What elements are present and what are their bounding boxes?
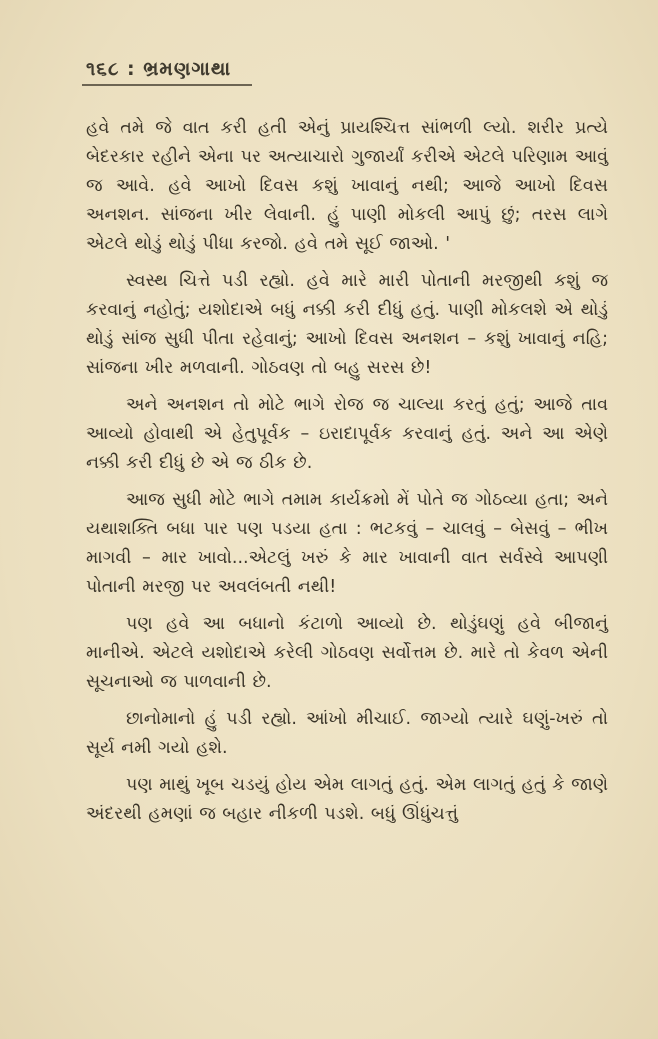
paragraph-6: છાનોમાનો હું પડી રહ્યો. આંખો મીચાઈ. જાગ્યો ત્યારે ઘણું-ખરું તો સૂર્ય નમી ગયો હશે. [86,709,608,758]
paragraph-7: પણ માથું ખૂબ ચડયું હોય એમ લાગતું હતું. એમ લાગતું હતું કે જાણે અંદરથી હમણાં જ બહાર નીકળી પડશે. બધું ઊંધુંચત્તું [86,775,608,824]
paragraph-4: આજ સુધી મોટે ભાગે તમામ કાર્યક્રમો મેં પોતે જ ગોઠવ્યા હતા; અને યથાશક્તિ બધા પાર પણ પડયા હતા : ભટકવું – ચાલવું – બેસવું – ભીખ માગવી – માર ખાવો...એટલું ખરું કે માર ખાવાની વાત સર્વસ્વે આપણી પોતાની મરજી પર અવલંબતી નથી! [86,490,608,597]
page-header: ૧૬૮ : ભ્રમણગાથા [86,58,232,80]
header-rule [82,84,252,86]
paragraph-2: સ્વસ્થ ચિત્તે પડી રહ્યો. હવે મારે મારી પોતાની મરજીથી કશું જ કરવાનું નહોતું; યશોદાએ બધું નક્કી કરી દીધું હતું. પાણી મોકલશે એ થોડું થોડું સાંજ સુધી પીતા રહેવાનું; આખો દિવસ અનશન – કશું ખાવાનું નહિ; સાંજના ખીર મળવાની. ગોઠવણ તો બહુ સરસ છે! [86,271,608,378]
paragraph-1: હવે તમે જે વાત કરી હતી એનું પ્રાયશ્ચિત્ત સાંભળી લ્યો. શરીર પ્રત્યે બેદરકાર રહીને એના પર અત્યાચારો ગુજાર્યાં કરીએ એટલે પરિણામ આવું જ આવે. હવે આખો દિવસ કશું ખાવાનું નથી; આજે આખો દિવસ અનશન. સાંજના ખીર લેવાની. હું પાણી મોકલી આપું છું; તરસ લાગે એટલે થોડું થોડું પીધા કરજો. હવે તમે સૂઈ જાઓ. ' [86,118,608,254]
paragraph-5: પણ હવે આ બધાનો કંટાળો આવ્યો છે. થોડુંઘણું હવે બીજાનું માનીએ. એટલે યશોદાએ કરેલી ગોઠવણ સર્વોત્તમ છે. મારે તો કેવળ એની સૂચનાઓ જ પાળવાની છે. [86,614,608,692]
paragraph-3: અને અનશન તો મોટે ભાગે રોજ જ ચાલ્યા કરતું હતું; આજે તાવ આવ્યો હોવાથી એ હેતુપૂર્વક – ઇરાદાપૂર્વક કરવાનું હતું. અને આ એણે નક્કી કરી દીધું છે એ જ ઠીક છે. [86,395,608,473]
